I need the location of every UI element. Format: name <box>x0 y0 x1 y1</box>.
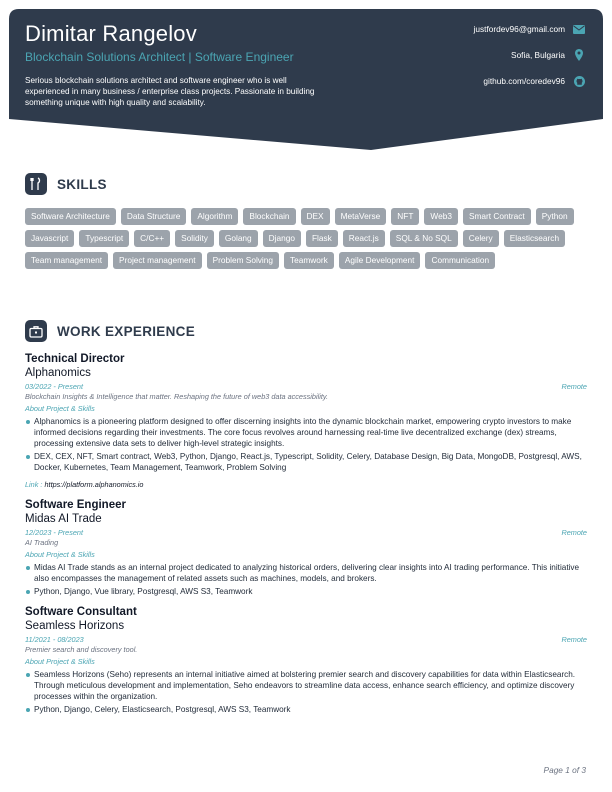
job-location: Remote <box>561 528 587 537</box>
candidate-name: Dimitar Rangelov <box>25 21 197 46</box>
skill-chip: Typescript <box>79 230 129 247</box>
job-dates: 11/2021 - 08/2023 <box>25 635 84 644</box>
job-meta <box>25 382 587 392</box>
job-tagline: AI Trading <box>25 538 59 547</box>
envelope-icon <box>573 23 585 35</box>
skill-chip: DEX <box>301 208 330 225</box>
skill-chip: Javascript <box>25 230 74 247</box>
job-dates: 03/2022 - Present <box>25 382 84 391</box>
candidate-title: Blockchain Solutions Architect | Software Engineer <box>25 50 294 64</box>
skill-chip: Flask <box>306 230 338 247</box>
job-bullet: Python, Django, Vue library, Postgresql, AWS S3, Teamwork <box>25 586 587 597</box>
map-pin-icon <box>573 49 585 61</box>
skill-chip: Software Architecture <box>25 208 116 225</box>
job-entry <box>25 605 587 715</box>
job-bullet: Midas AI Trade stands as an internal project dedicated to analyzing historical orders, delivering clear insights into AI trading performance. This initiative also encompasses the management of related assets such as machines, models, and brokers. <box>25 562 587 584</box>
job-about-label: About Project & Skills <box>25 404 95 413</box>
job-link-label: Link : <box>25 480 43 489</box>
skills-list <box>25 208 590 269</box>
skill-chip: Django <box>263 230 301 247</box>
job-location: Remote <box>561 635 587 644</box>
skill-chip: Solidity <box>175 230 214 247</box>
work-heading: WORK EXPERIENCE <box>57 323 196 339</box>
location-text: Sofia, Bulgaria <box>511 50 565 60</box>
contact-email[interactable] <box>474 23 585 35</box>
candidate-summary: Serious blockchain solutions architect and software engineer who is well experienced in many business / enterprise class projects. Passionate in building something unique with high quality and scalability. <box>25 76 315 107</box>
job-company: Midas AI Trade <box>25 513 102 525</box>
job-link-row <box>25 480 587 490</box>
work-heading-row <box>25 320 195 342</box>
job-tagline: Premier search and discovery tool. <box>25 645 138 654</box>
skill-chip: Celery <box>463 230 499 247</box>
job-about-label: About Project & Skills <box>25 657 95 666</box>
skill-chip: Smart Contract <box>463 208 531 225</box>
briefcase-icon <box>25 320 47 342</box>
job-bullet: Seamless Horizons (Seho) represents an internal initiative aimed at bolstering premier search and discovery capabilities for data within Elasticsearch. Through meticulous development and implementation, Seho endeavors to streamline data access, enhance search efficiency, and optimize discovery processes within the organization. <box>25 669 587 702</box>
skill-chip: Python <box>536 208 574 225</box>
skill-chip: Blockchain <box>243 208 295 225</box>
job-meta <box>25 635 587 645</box>
email-text[interactable]: justfordev96@gmail.com <box>473 24 565 34</box>
job-bullets <box>25 416 587 473</box>
job-bullet: DEX, CEX, NFT, Smart contract, Web3, Python, Django, React.js, Typescript, Solidity, Celery, Database Design, Big Data, MongoDB, Postgresql, AWS, Docker, Kubernetes, Team Management, Teamwork, Problem Solving <box>25 451 587 473</box>
skill-chip: React.js <box>343 230 385 247</box>
job-company: Seamless Horizons <box>25 620 125 632</box>
skills-heading: SKILLS <box>57 176 107 192</box>
skill-chip: Team management <box>25 252 108 269</box>
skill-chip: Agile Development <box>339 252 421 269</box>
job-title: Software Engineer <box>25 499 126 511</box>
skill-chip: Communication <box>425 252 495 269</box>
skill-chip: Golang <box>219 230 258 247</box>
skills-heading-row <box>25 173 107 195</box>
skill-chip: Teamwork <box>284 252 334 269</box>
work-experience-list <box>25 352 587 723</box>
job-link[interactable]: https://platform.alphanomics.io <box>44 480 144 489</box>
job-bullet: Alphanomics is a pioneering platform designed to offer discerning insights into the dynamic blockchain market, empowering crypto investors to make informed decisions regarding their investments. The core focus revolves around harnessing real-time live decentralized exchange (dex) streams, processing extensive data sets to deliver high-level strategic insights. <box>25 416 587 449</box>
resume-header <box>9 9 603 150</box>
job-company: Alphanomics <box>25 367 91 379</box>
skill-chip: Data Structure <box>121 208 187 225</box>
skill-chip: C/C++ <box>134 230 170 247</box>
github-icon <box>573 75 585 87</box>
github-text[interactable]: github.com/coredev96 <box>483 76 565 86</box>
tools-icon <box>25 173 47 195</box>
skill-chip: SQL & No SQL <box>390 230 458 247</box>
skill-chip: Algorithm <box>191 208 238 225</box>
job-bullets <box>25 669 587 715</box>
job-bullets <box>25 562 587 597</box>
page-number: Page 1 of 3 <box>543 765 586 775</box>
job-entry <box>25 498 587 597</box>
job-title: Technical Director <box>25 353 125 365</box>
job-about-label: About Project & Skills <box>25 550 95 559</box>
job-meta <box>25 528 587 538</box>
skill-chip: Project management <box>113 252 202 269</box>
skill-chip: Web3 <box>424 208 458 225</box>
job-title: Software Consultant <box>25 606 137 618</box>
job-entry <box>25 352 587 490</box>
skill-chip: Elasticsearch <box>504 230 565 247</box>
skill-chip: MetaVerse <box>335 208 387 225</box>
skill-chip: NFT <box>391 208 419 225</box>
job-dates: 12/2023 - Present <box>25 528 84 537</box>
contact-location <box>511 49 585 61</box>
job-bullet: Python, Django, Celery, Elasticsearch, Postgresql, AWS S3, Teamwork <box>25 704 587 715</box>
job-location: Remote <box>561 382 587 391</box>
skill-chip: Problem Solving <box>207 252 279 269</box>
contact-github[interactable] <box>483 75 585 87</box>
job-tagline: Blockchain Insights & Intelligence that matter. Reshaping the future of web3 data accessibility. <box>25 392 328 401</box>
